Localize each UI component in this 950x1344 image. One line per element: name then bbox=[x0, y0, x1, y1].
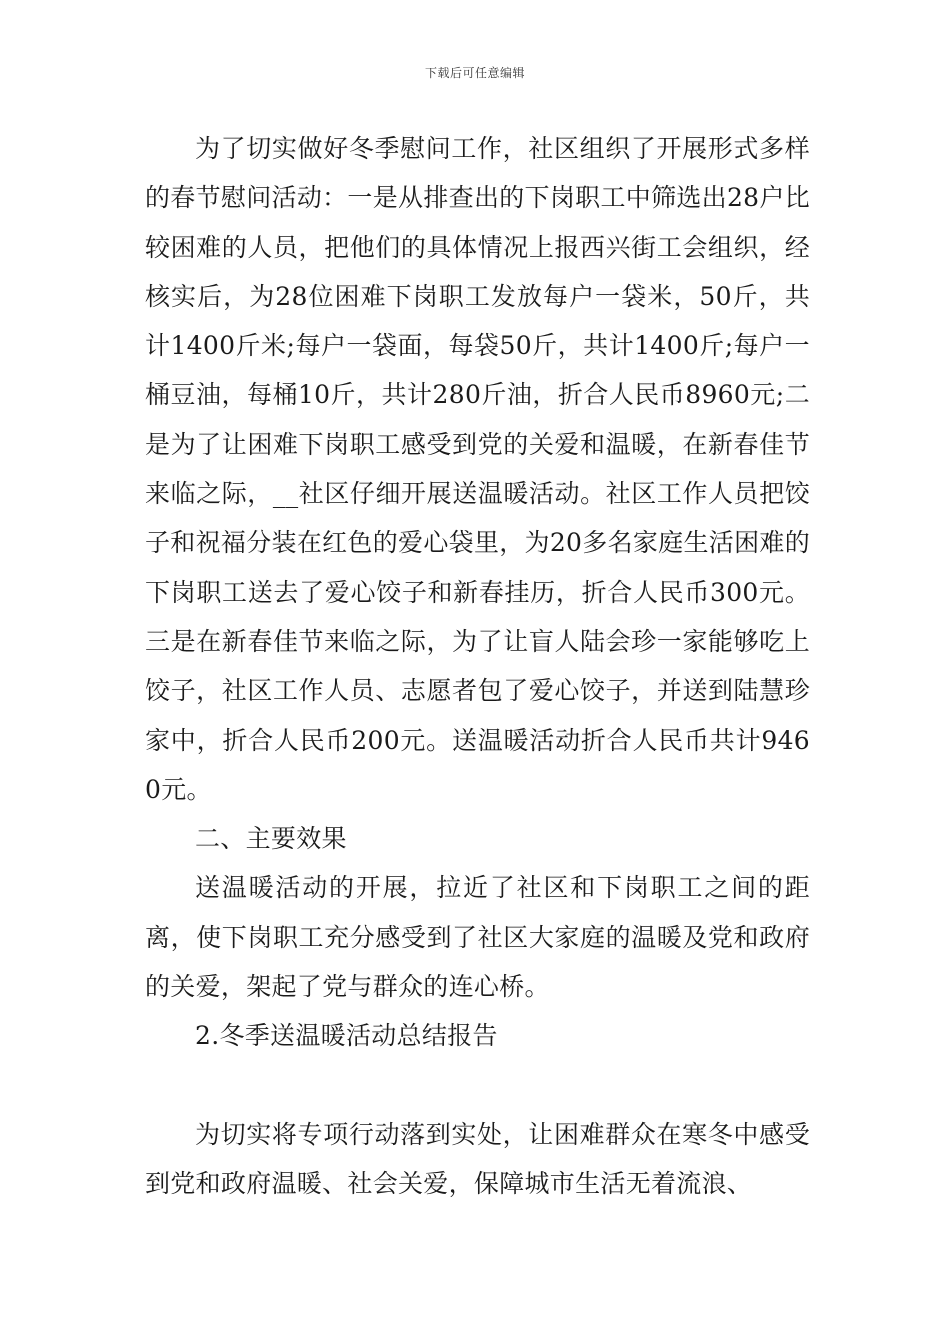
paragraph-activities: 为了切实做好冬季慰问工作，社区组织了开展形式多样的春节慰问活动：一是从排查出的下岗职工中筛选出28户比较困难的人员，把他们的具体情况上报西兴街工会组织，经核实后，为28位困难下岗职工发放每户一袋米，50斤，共计1400斤米;每户一袋面，每袋50斤，共计1400斤;每户一桶豆油，每桶10斤，共计280斤油，折合人民币8960元;二是为了让困难下岗职工感受到党的关爱和温暖，在新春佳节来临之际，__社区仔细开展送温暖活动。社区工作人员把饺子和祝福分装在红色的爱心袋里，为20多名家庭生活困难的下岗职工送去了爱心饺子和新春挂历，折合人民币300元。三是在新春佳节来临之际，为了让盲人陆会珍一家能够吃上饺子，社区工作人员、志愿者包了爱心饺子，并送到陆慧珍家中，折合人民币200元。送温暖活动折合人民币共计9460元。 bbox=[145, 134, 810, 804]
section-heading: 二、主要效果 bbox=[195, 824, 347, 854]
blank-line bbox=[145, 1061, 810, 1110]
document-body bbox=[145, 124, 810, 1208]
paragraph-report-intro: 为切实将专项行动落到实处，让困难群众在寒冬中感受到党和政府温暖、社会关爱，保障城市生活无着流浪、 bbox=[145, 1119, 810, 1198]
paragraph-effects: 送温暖活动的开展，拉近了社区和下岗职工之间的距离，使下岗职工充分感受到了社区大家庭的温暖及党和政府的关爱，架起了党与群众的连心桥。 bbox=[145, 873, 810, 1002]
report-title: 2.冬季送温暖活动总结报告 bbox=[195, 1021, 498, 1051]
header-note: 下载后可任意编辑 bbox=[424, 66, 525, 80]
